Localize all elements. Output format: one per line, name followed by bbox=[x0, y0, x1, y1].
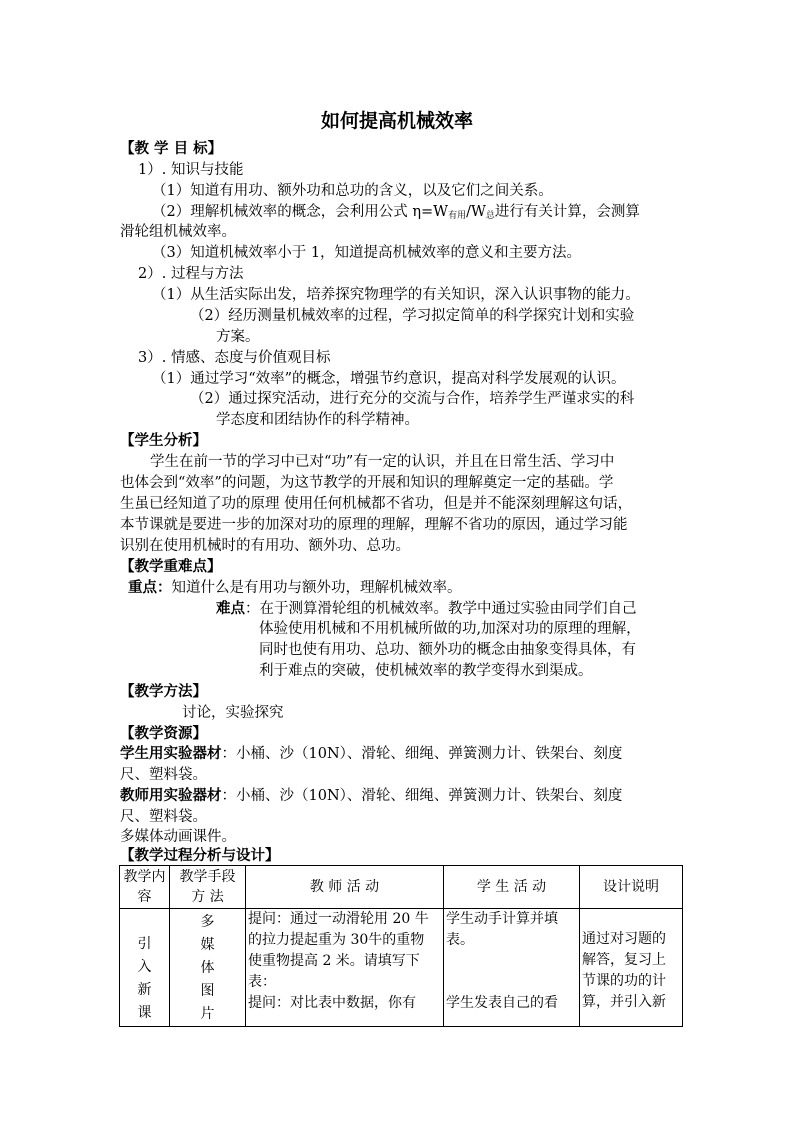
student-equipment-label: 学生用实验器材 bbox=[120, 745, 222, 762]
student-analysis-line: 生虽已经知道了功的原理 使用任何机械都不省功，但是并不能深刻理解这句话， bbox=[120, 496, 633, 512]
teacher-equipment-text: ：小桶、沙（10N）、滑轮、细绳、弹簧测力计、铁架台、刻度 bbox=[221, 788, 623, 804]
teacher-line: 使重物提高 2 米。请填写下 bbox=[248, 953, 420, 969]
subscript-useful: 有用 bbox=[448, 211, 467, 221]
header-student-activity: 学 生 活 动 bbox=[444, 866, 580, 909]
teacher-line: 的拉力提起重为 30牛的重物 bbox=[248, 932, 425, 948]
difficulty-text: ：在于测算滑轮组的机械效率。教学中通过实验由同学们自己 bbox=[245, 601, 637, 617]
teacher-line: 提问：对比表中数据，你有 bbox=[248, 995, 416, 1011]
row-design-cell bbox=[580, 909, 683, 1027]
content-char: 引 bbox=[137, 936, 152, 952]
means-char: 媒 bbox=[200, 937, 215, 953]
student-line: 学生发表自己的看 bbox=[446, 995, 558, 1011]
design-line: 通过对习题的 bbox=[582, 931, 666, 947]
row-content-cell bbox=[120, 909, 170, 1027]
objectives-heading: 【教 学 目 标】 bbox=[120, 140, 223, 157]
objective-1-2-mid: /W bbox=[466, 204, 486, 220]
objective-1-2-pre: （2）理解机械效率的概念，会利用公式 η=W bbox=[152, 204, 449, 220]
teacher-equipment bbox=[120, 786, 622, 806]
student-gap bbox=[446, 951, 577, 993]
key-point bbox=[128, 578, 462, 598]
key-points-heading: 【教学重难点】 bbox=[120, 558, 222, 575]
difficulty-line: 利于难点的突破，使机械效率的教学变得水到渠成。 bbox=[259, 663, 593, 679]
header-content-line: 教学内 bbox=[123, 869, 166, 885]
header-content-line: 容 bbox=[137, 889, 152, 905]
document-title: 如何提高机械效率 bbox=[320, 110, 473, 132]
objectives-section-3: 3）. 情感、态度与价值观目标 bbox=[138, 350, 331, 366]
key-point-text: 知道什么是有用功与额外功，理解机械效率。 bbox=[171, 580, 462, 596]
header-means bbox=[170, 866, 246, 909]
difficulty-point bbox=[216, 599, 637, 619]
objective-2-2-continued: 方案。 bbox=[216, 329, 260, 345]
teacher-line: 表： bbox=[248, 974, 276, 990]
student-analysis-line: 学生在前一节的学习中已对“功”有一定的认识，并且在日常生活、学习中 bbox=[150, 454, 615, 470]
difficulty-line: 体验使用机械和不用机械所做的功,加深对功的原理的理解， bbox=[259, 621, 641, 637]
student-line: 学生动手计算并填 bbox=[446, 911, 558, 927]
student-analysis-heading: 【学生分析】 bbox=[120, 432, 207, 449]
content-char: 课 bbox=[137, 1005, 152, 1021]
means-char: 多 bbox=[200, 914, 215, 930]
objective-1-3: （3）知道机械效率小于 1，知道提高机械效率的意义和主要方法。 bbox=[152, 245, 582, 261]
header-content bbox=[120, 866, 170, 909]
teacher-equipment-continued: 尺、塑料袋。 bbox=[120, 809, 207, 825]
objective-2-1: （1）从生活实际出发，培养探究物理学的有关知识，深入认识事物的能力。 bbox=[152, 287, 640, 303]
table-header-row bbox=[120, 866, 683, 909]
content-char: 新 bbox=[137, 982, 152, 998]
student-line: 表。 bbox=[446, 932, 474, 948]
teacher-equipment-label: 教师用实验器材 bbox=[120, 787, 222, 804]
teacher-line: 提问：通过一动滑轮用 20 牛 bbox=[248, 911, 429, 927]
design-line: 算，并引入新 bbox=[582, 994, 666, 1010]
student-equipment bbox=[120, 744, 622, 764]
student-equipment-text: ：小桶、沙（10N）、滑轮、细绳、弹簧测力计、铁架台、刻度 bbox=[221, 746, 623, 762]
table-row bbox=[120, 909, 683, 1027]
student-analysis-line: 也体会到“效率”的问题，为这节教学的开展和知识的理解奠定一定的基础。学 bbox=[120, 475, 614, 491]
header-means-line: 教学手段 bbox=[179, 869, 236, 885]
objective-3-2: （2）通过探究活动，进行充分的交流与合作，培养学生严谨求实的科 bbox=[190, 391, 635, 407]
methods-heading: 【教学方法】 bbox=[120, 683, 207, 700]
means-char: 片 bbox=[200, 1006, 215, 1022]
row-teacher-cell bbox=[246, 909, 444, 1027]
header-means-line: 方 法 bbox=[191, 889, 224, 905]
subscript-total: 总 bbox=[485, 211, 495, 221]
multimedia-resource: 多媒体动画课件。 bbox=[120, 829, 236, 845]
objective-3-2-continued: 学态度和团结协作的科学精神。 bbox=[216, 412, 419, 428]
means-char: 体 bbox=[200, 960, 215, 976]
resources-heading: 【教学资源】 bbox=[120, 725, 207, 742]
means-char: 图 bbox=[200, 983, 215, 999]
objective-3-1: （1）通过学习“效率”的概念，增强节约意识，提高对科学发展观的认识。 bbox=[152, 371, 626, 387]
objective-1-1: （1）知道有用功、额外功和总功的含义，以及它们之间关系。 bbox=[152, 183, 553, 199]
row-student-cell bbox=[444, 909, 580, 1027]
process-table bbox=[119, 865, 683, 1027]
student-analysis-line: 识别在使用机械时的有用功、额外功、总功。 bbox=[120, 538, 410, 554]
objectives-section-2: 2）. 过程与方法 bbox=[138, 266, 244, 282]
design-line: 节课的功的计 bbox=[582, 973, 666, 989]
content-char: 入 bbox=[137, 959, 152, 975]
row-means-cell bbox=[170, 909, 246, 1027]
process-heading: 【教学过程分析与设计】 bbox=[120, 847, 280, 864]
design-line: 解答，复习上 bbox=[582, 952, 666, 968]
student-analysis-line: 本节课就是要进一步的加深对功的原理的理解，理解不省功的原因，通过学习能 bbox=[120, 517, 628, 533]
methods-text: 讨论，实验探究 bbox=[182, 705, 284, 721]
objective-1-2-continued: 滑轮组机械效率。 bbox=[120, 224, 236, 240]
header-teacher-activity: 教 师 活 动 bbox=[246, 866, 444, 909]
student-equipment-continued: 尺、塑料袋。 bbox=[120, 767, 207, 783]
difficulty-label: 难点 bbox=[216, 600, 245, 617]
key-point-label: 重点： bbox=[128, 579, 172, 596]
header-design-notes: 设计说明 bbox=[580, 866, 683, 909]
objective-1-2-post: 进行有关计算，会测算 bbox=[494, 204, 640, 220]
objective-2-2: （2）经历测量机械效率的过程，学习拟定简单的科学探究计划和实验 bbox=[190, 308, 635, 324]
objectives-section-1: 1）. 知识与技能 bbox=[138, 162, 244, 178]
difficulty-line: 同时也使有用功、总功、额外功的概念由抽象变得具体，有 bbox=[259, 642, 636, 658]
